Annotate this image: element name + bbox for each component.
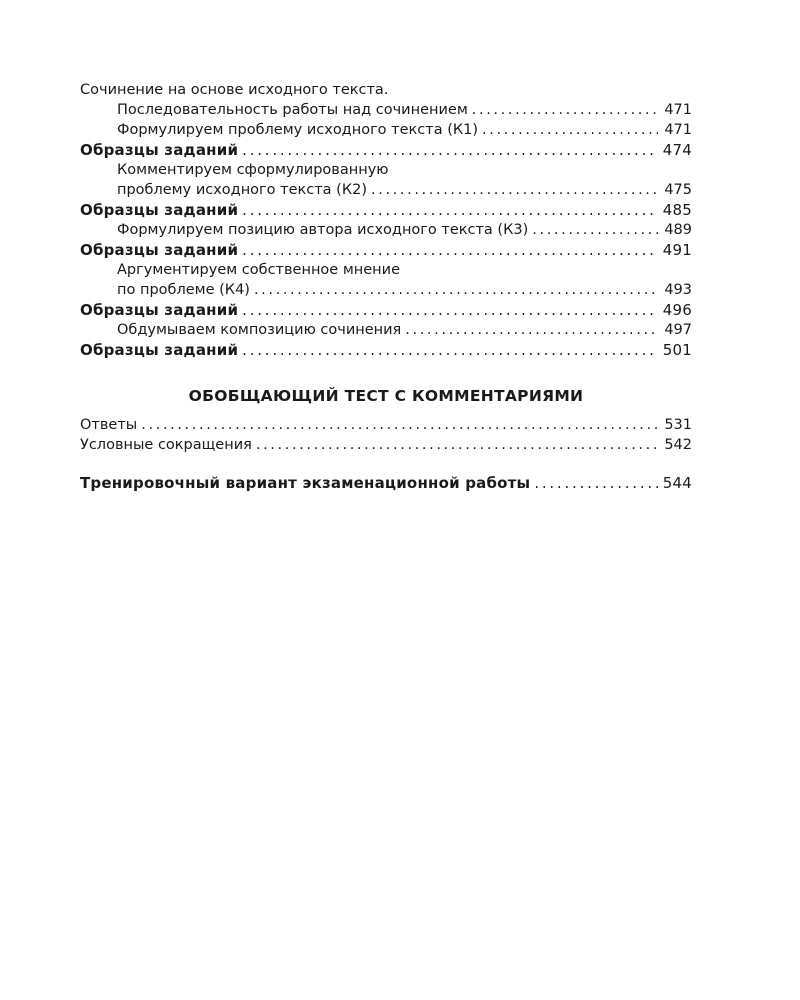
toc-entry-title: Формулируем проблему исходного текста (К1) xyxy=(117,122,479,138)
toc-entry xyxy=(80,120,692,140)
section-heading: ОБОБЩАЮЩИЙ ТЕСТ С КОММЕНТАРИЯМИ xyxy=(188,387,584,405)
toc-entry xyxy=(80,435,692,455)
toc-entry-title: Образцы заданий xyxy=(80,241,239,259)
toc-page-number: 496 xyxy=(662,301,692,319)
toc-page-number: 491 xyxy=(662,241,692,259)
toc-entry-title: Аргументируем собственное мнение xyxy=(117,262,400,278)
dot-leader xyxy=(534,473,658,493)
dot-leader xyxy=(242,300,658,320)
dot-leader xyxy=(472,100,658,120)
toc-page-number: 497 xyxy=(664,322,692,338)
toc-entry-title: по проблеме (К4) xyxy=(117,282,250,298)
toc-entry xyxy=(80,220,692,240)
toc-page-number: 485 xyxy=(662,201,692,219)
dot-leader xyxy=(405,320,658,340)
dot-leader xyxy=(242,140,658,160)
toc-page-number: 544 xyxy=(662,474,692,492)
toc-entry-title: Последовательность работы над сочинением xyxy=(117,102,468,118)
dot-leader xyxy=(141,415,658,435)
toc-entry-title: Образцы заданий xyxy=(80,301,239,319)
toc-page-number: 531 xyxy=(664,417,692,433)
toc-page-number: 489 xyxy=(664,222,692,238)
toc-entry-title: Формулируем позицию автора исходного текста (К3) xyxy=(117,222,529,238)
toc-page-number: 542 xyxy=(664,437,692,453)
table-of-contents xyxy=(80,80,692,493)
toc-page-number: 501 xyxy=(662,341,692,359)
toc-entry xyxy=(80,100,692,120)
dot-leader xyxy=(242,240,658,260)
toc-entry xyxy=(80,320,692,340)
toc-entry-title: Тренировочный вариант экзаменационной работы xyxy=(80,474,531,492)
dot-leader xyxy=(532,220,658,240)
toc-entry xyxy=(80,80,692,100)
dot-leader xyxy=(242,340,658,360)
dot-leader xyxy=(256,435,658,455)
toc-page-number: 471 xyxy=(664,122,692,138)
toc-entry-title: Обдумываем композицию сочинения xyxy=(117,322,402,338)
toc-entry xyxy=(80,200,692,220)
toc-entry-title: Образцы заданий xyxy=(80,141,239,159)
dot-leader xyxy=(254,280,658,300)
toc-entry-title: Образцы заданий xyxy=(80,341,239,359)
toc-entry-title: проблему исходного текста (К2) xyxy=(117,182,368,198)
toc-entry xyxy=(80,260,692,280)
toc-entry xyxy=(80,415,692,435)
toc-page-number: 493 xyxy=(664,282,692,298)
toc-entry xyxy=(80,160,692,180)
dot-leader xyxy=(371,180,658,200)
toc-entry xyxy=(80,300,692,320)
toc-entry xyxy=(80,280,692,300)
dot-leader xyxy=(242,200,658,220)
toc-page-number: 475 xyxy=(664,182,692,198)
toc-entry-title: Сочинение на основе исходного текста. xyxy=(80,82,389,98)
toc-entry-title: Условные сокращения xyxy=(80,437,252,453)
toc-entry-title: Образцы заданий xyxy=(80,201,239,219)
spacer xyxy=(80,455,692,473)
toc-entry-title: Комментируем сформулированную xyxy=(117,162,389,178)
toc-entry xyxy=(80,340,692,360)
toc-entry-title: Ответы xyxy=(80,417,138,433)
toc-entry xyxy=(80,473,692,493)
toc-entry xyxy=(80,140,692,160)
dot-leader xyxy=(482,120,658,140)
toc-page-number: 474 xyxy=(662,141,692,159)
toc-page-number: 471 xyxy=(664,102,692,118)
toc-entry xyxy=(80,180,692,200)
toc-entry xyxy=(80,240,692,260)
